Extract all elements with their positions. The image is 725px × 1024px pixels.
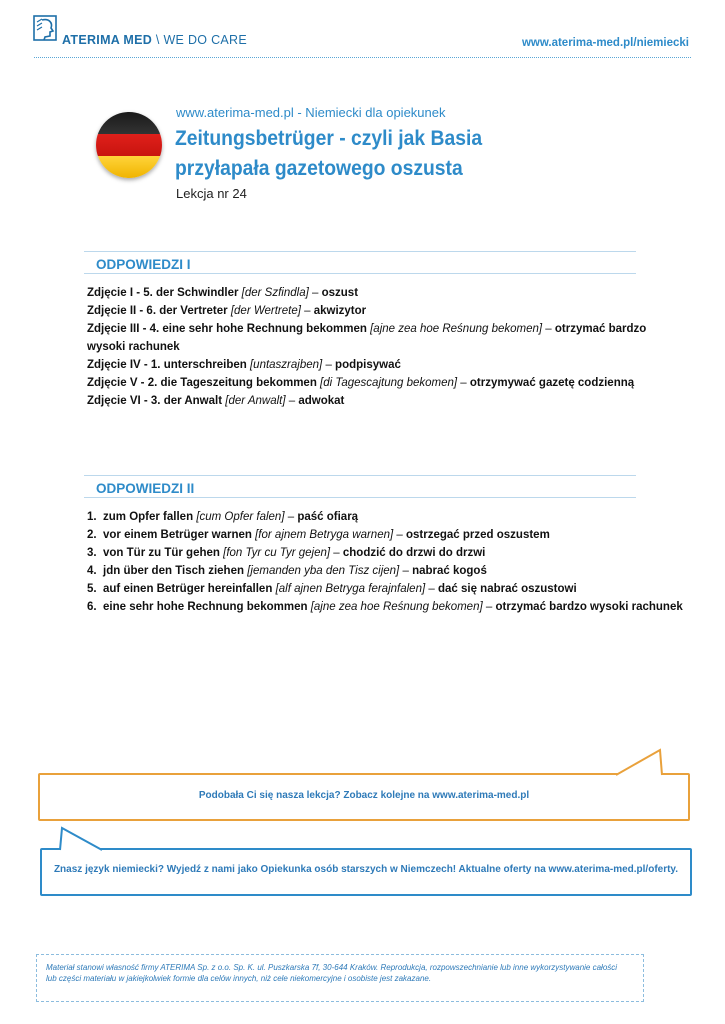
polish-translation: otrzymać bardzo wysoki rachunek — [87, 323, 647, 353]
copyright-notice: Materiał stanowi własność firmy ATERIMA Sp. z o.o. Sp. K. ul. Puszkarska 7f, 30-644 Kraków. Reprodukcja, rozpowszechnianie lub inne wykorzystywanie całości lub części materiału w jakiejkolwiek formie dla celów innych, niż cele niekomercyjne i osobiste jest zakazane. — [46, 963, 618, 983]
item-number: 1. — [87, 511, 97, 523]
section-rule — [84, 497, 636, 498]
dash: – — [325, 359, 332, 371]
german-term: eine sehr hohe Rechnung bekommen — [103, 601, 308, 613]
german-term: von Tür zu Tür gehen — [103, 547, 220, 559]
list-item — [87, 284, 647, 302]
german-term: Zdjęcie II - 6. der Vertreter — [87, 305, 228, 317]
dash: – — [485, 601, 493, 613]
pronunciation: [der Szfindla] — [241, 287, 309, 299]
brand-slogan: WE DO CARE — [163, 33, 248, 47]
polish-translation: chodzić do drzwi do drzwi — [342, 547, 486, 559]
list-item — [87, 598, 683, 616]
course-link[interactable]: www.aterima-med.pl - Niemiecki dla opiekunek — [176, 105, 446, 120]
brand-separator: \ — [155, 33, 160, 47]
pronunciation: [di Tagescajtung bekomen] — [320, 377, 458, 389]
dash: – — [428, 583, 435, 595]
pronunciation: [ajne zea hoe Reśnung bekomen] — [370, 323, 543, 335]
dash: – — [287, 511, 295, 523]
list-item — [87, 562, 647, 580]
german-term: auf einen Betrüger hereinfallen — [103, 583, 273, 595]
pronunciation: [for ajnem Betryga warnen] — [255, 529, 394, 541]
speech-bubble-tail-icon — [56, 826, 106, 852]
polish-translation: otrzymać bardzo wysoki rachunek — [495, 601, 683, 613]
speech-bubble-tail-icon — [616, 748, 668, 776]
item-number: 4. — [87, 565, 97, 577]
polish-translation: akwizytor — [313, 305, 367, 317]
dash: – — [396, 529, 403, 541]
pronunciation: [der Wertrete] — [230, 305, 301, 317]
polish-translation: nabrać kogoś — [412, 565, 487, 577]
dash: – — [288, 395, 296, 407]
german-term: vor einem Betrüger warnen — [103, 529, 252, 541]
brand-title: ATERIMA MED — [62, 33, 153, 47]
german-term: Zdjęcie I - 5. der Schwindler — [87, 287, 239, 299]
german-term: Zdjęcie IV - 1. unterschreiben — [87, 359, 247, 371]
polish-translation: ostrzegać przed oszustem — [406, 529, 550, 541]
dash: – — [304, 305, 311, 317]
german-term: Zdjęcie VI - 3. der Anwalt — [87, 395, 223, 407]
german-term: zum Opfer fallen — [103, 511, 194, 523]
list-item — [87, 392, 647, 410]
pronunciation: [der Anwalt] — [225, 395, 286, 407]
aterima-logo-icon — [33, 14, 63, 44]
dash: – — [545, 323, 552, 335]
cta-link-offers[interactable]: Znasz język niemiecki? Wyjedź z nami jako Opiekunka osób starszych w Niemczech! Aktualne oferty na www.aterima-med.pl/oferty. — [53, 864, 679, 875]
section-heading: ODPOWIEDZI II — [96, 481, 195, 496]
item-number: 3. — [87, 547, 97, 559]
list-item — [87, 320, 647, 356]
brand-name — [62, 33, 247, 47]
germany-flag-icon — [96, 112, 162, 178]
dash: – — [460, 377, 467, 389]
list-item — [87, 356, 647, 374]
cta-link-lessons[interactable]: Podobała Ci się nasza lekcja? Zobacz kolejne na www.aterima-med.pl — [198, 790, 530, 801]
section-heading: ODPOWIEDZI I — [96, 257, 191, 272]
polish-translation: oszust — [321, 287, 359, 299]
german-term: Zdjęcie V - 2. die Tageszeitung bekommen — [87, 377, 317, 389]
german-term: Zdjęcie III - 4. eine sehr hohe Rechnung bekommen — [87, 323, 367, 335]
item-number: 6. — [87, 601, 97, 613]
pronunciation: [jemanden yba den Tisz cijen] — [247, 565, 400, 577]
list-item — [87, 374, 647, 392]
header-link[interactable]: www.aterima-med.pl/niemiecki — [521, 37, 689, 49]
list-item — [87, 544, 647, 562]
pronunciation: [ajne zea hoe Reśnung bekomen] — [310, 601, 483, 613]
lesson-number: Lekcja nr 24 — [176, 186, 247, 201]
pronunciation: [fon Tyr cu Tyr gejen] — [223, 547, 331, 559]
dash: – — [312, 287, 319, 299]
polish-translation: dać się nabrać oszustowi — [437, 583, 577, 595]
list-item — [87, 526, 647, 544]
polish-translation: paść ofiarą — [297, 511, 359, 523]
page-title: Zeitungsbetrüger - czyli jak Basia przyłapała gazetowego oszusta — [175, 127, 483, 180]
dash: – — [402, 565, 409, 577]
answers-list-2 — [87, 508, 683, 616]
dash: – — [333, 547, 340, 559]
answers-list-1 — [87, 284, 647, 410]
polish-translation: adwokat — [298, 395, 345, 407]
pronunciation: [cum Opfer falen] — [196, 511, 285, 523]
header-divider — [34, 57, 691, 58]
pronunciation: [alf ajnen Betryga ferajnfalen] — [275, 583, 426, 595]
list-item — [87, 302, 647, 320]
pronunciation: [untaszrajben] — [249, 359, 323, 371]
section-rule — [84, 251, 636, 252]
item-number: 5. — [87, 583, 97, 595]
section-rule — [84, 475, 636, 476]
german-term: jdn über den Tisch ziehen — [103, 565, 245, 577]
polish-translation: podpisywać — [335, 359, 401, 371]
list-item — [87, 508, 647, 526]
polish-translation: otrzymywać gazetę codzienną — [469, 377, 635, 389]
list-item — [87, 580, 647, 598]
section-rule — [84, 273, 636, 274]
item-number: 2. — [87, 529, 97, 541]
